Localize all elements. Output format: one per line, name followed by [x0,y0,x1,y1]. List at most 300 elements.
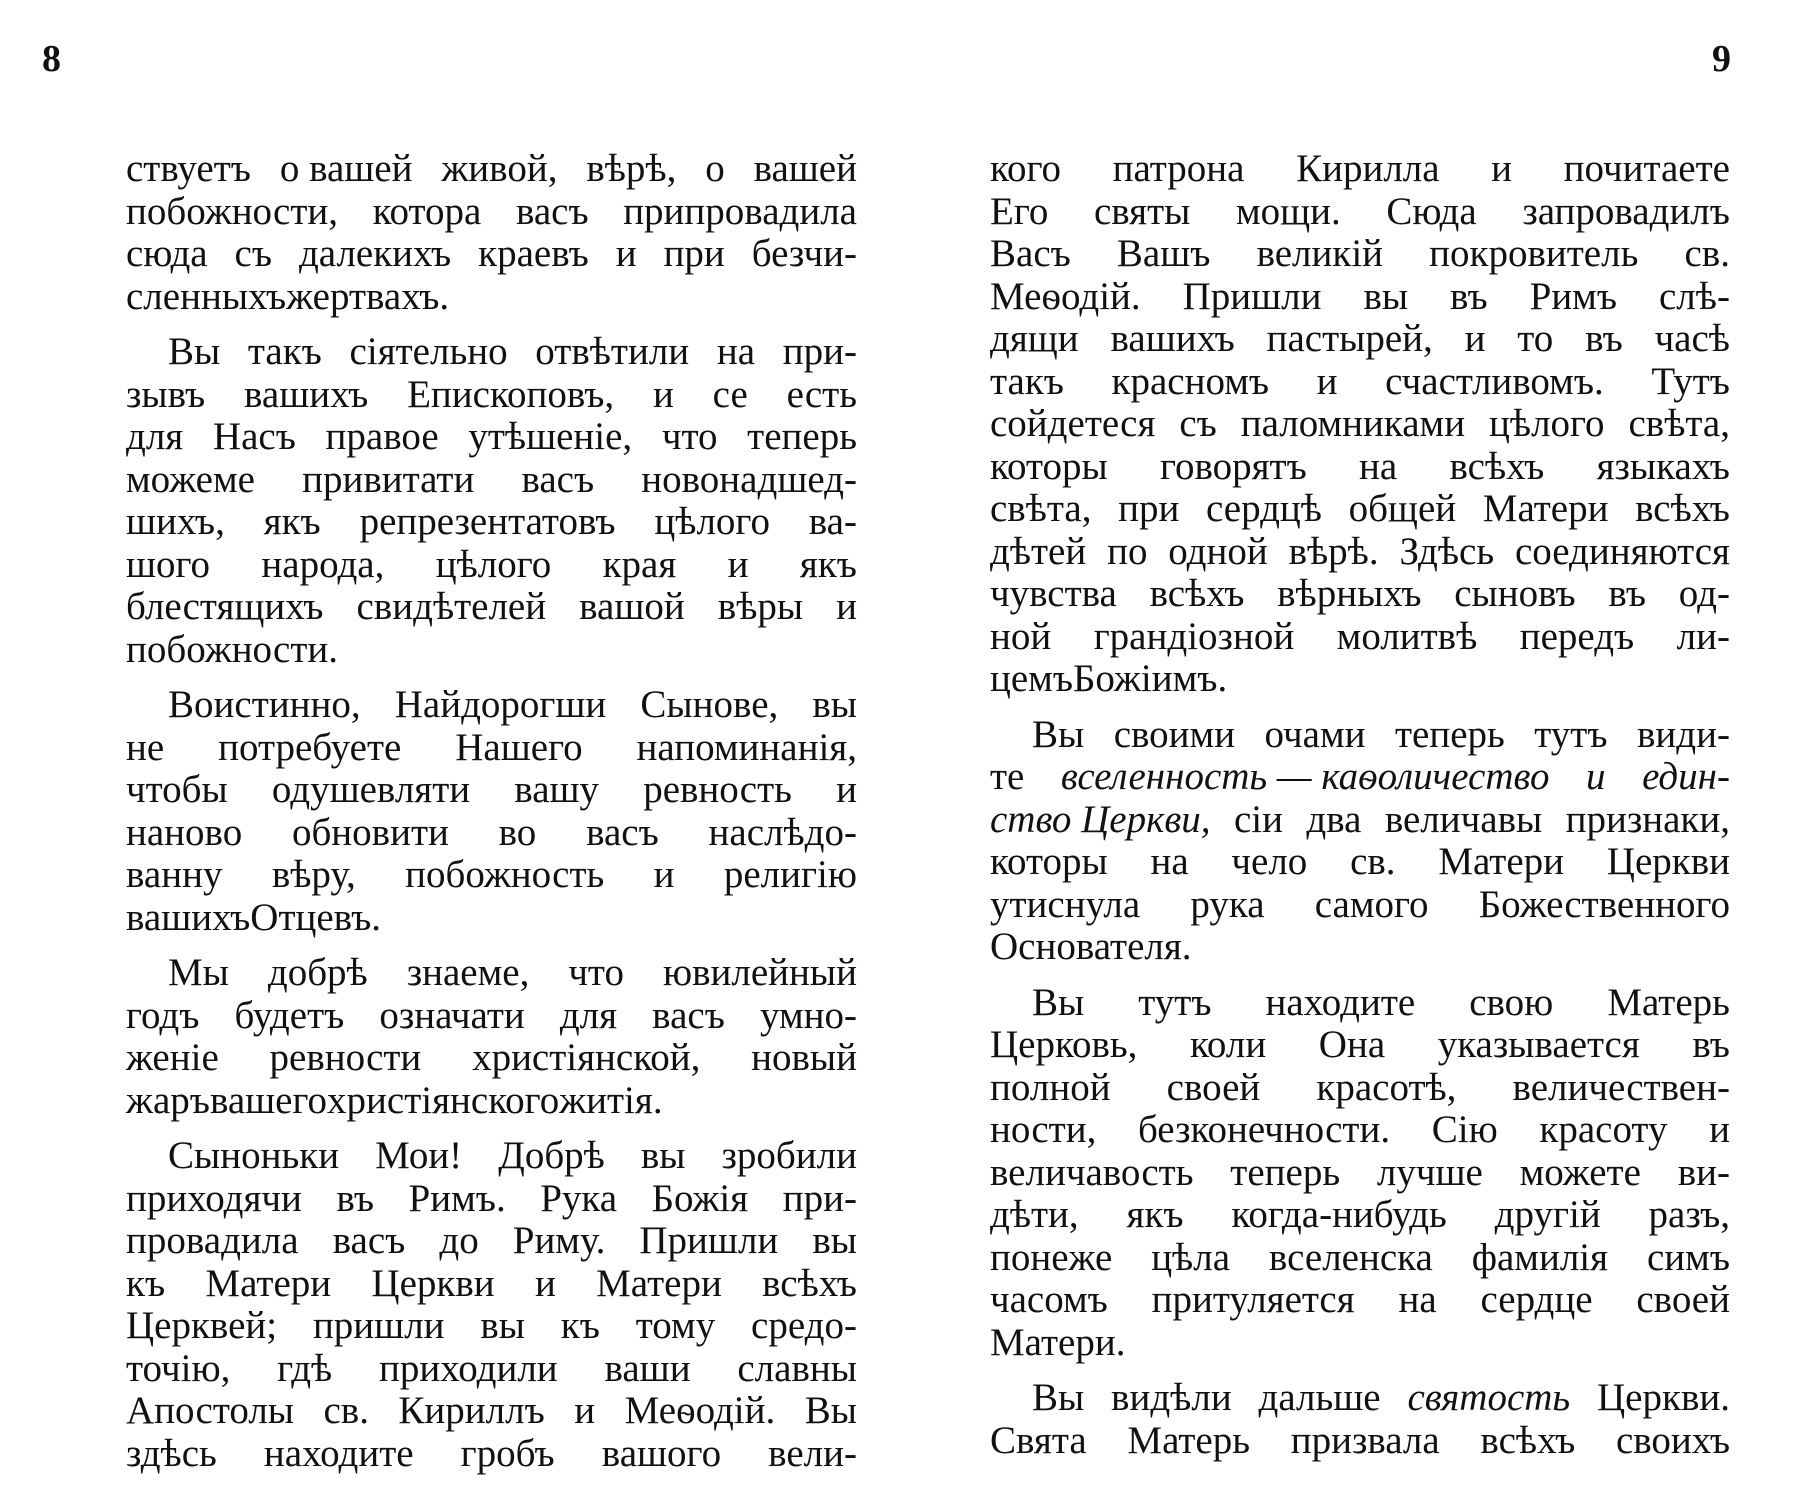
text-column-right [990,148,1730,1462]
right-column-line [990,756,1730,799]
word: на [1359,444,1398,488]
word: вѣры [717,585,804,628]
word: до [439,1219,479,1262]
right-column-line [990,658,1730,701]
word: которы [990,840,1108,883]
word: одушевляти [271,768,471,811]
word: покровитель [1429,232,1639,275]
word: своей [1166,1065,1261,1109]
page-number-right: 9 [1712,38,1731,80]
word: теперь [1394,712,1505,756]
word: васъ [521,457,595,501]
word: свою [1469,980,1554,1024]
word: Здѣсь [1399,529,1495,573]
word: здѣсь [126,1431,217,1475]
word: приходили [379,1346,558,1390]
right-column-line [990,799,1730,842]
right-column-line [990,233,1730,276]
word: соединяются [1514,529,1730,573]
word: вы [640,1134,686,1177]
word: Кириллъ [398,1389,545,1432]
right-column-line [990,1067,1730,1110]
word: вы [812,1219,857,1262]
left-column-line [126,233,857,276]
word: Вашъ [1116,232,1211,275]
word: наслѣдо- [708,810,857,854]
word: Матери [1482,487,1609,530]
word: вселенность — каѳоличество [1060,755,1550,798]
right-column-line [990,446,1730,489]
word: Пришли [639,1219,779,1262]
left-column-line [126,1220,857,1263]
word: сойдетеся [990,402,1156,445]
word: при- [782,330,857,373]
word: и [836,768,857,811]
right-column-line [990,926,1730,969]
left-column-line [126,501,857,544]
word: и [727,542,749,586]
right-column-line [990,841,1730,884]
word: съ [1179,402,1217,445]
word: къ [560,1304,600,1347]
left-column-line [126,1080,857,1123]
word: безчи- [751,232,857,275]
left-column-line [126,459,857,502]
word: привитати [302,457,475,501]
word: народа, [261,542,385,586]
word: вашихъ [244,372,369,416]
word: такъ [247,330,322,373]
right-column-line [990,982,1730,1025]
left-column-line [126,769,857,812]
right-column-line [990,148,1730,191]
word: Добрѣ [498,1134,605,1177]
word: св. [1684,232,1730,275]
word: Мы [168,951,229,994]
right-column-line [990,1152,1730,1195]
word: приходячи [126,1176,302,1220]
word: Церковь, [990,1023,1138,1066]
word: два [1306,797,1362,841]
word: Кирилла [1296,147,1440,190]
word: якъ [799,542,857,586]
word: часомъ [990,1278,1108,1321]
word: жертвахъ. [286,274,450,318]
word: разъ, [1648,1193,1730,1236]
word: Сыноньки [168,1134,340,1177]
left-column-line [126,1390,857,1433]
left-column-line [126,995,857,1038]
right-column-line [990,531,1730,574]
word: Нашего [455,725,583,769]
right-column-line [990,488,1730,531]
word: шихъ, [126,500,225,543]
right-column-line [990,403,1730,446]
word: Вы [1032,1376,1085,1419]
left-column-line [126,276,857,319]
word: тутъ [1534,712,1608,756]
word: вашой [579,585,685,628]
word: Церквей; [126,1304,278,1347]
word: утиснула [990,882,1141,926]
word: Найдорогши [394,683,607,726]
word: языкахъ [1596,444,1730,488]
word: цѣлого [435,542,552,586]
word: краевъ [478,232,589,275]
word: свѣта, [1628,402,1730,445]
word: и [653,853,675,896]
word: побожность [405,853,605,896]
word: од- [1678,572,1730,615]
word: вѣрѣ. [1288,529,1379,573]
word: Пришли [1182,274,1322,318]
word: един- [1642,755,1730,798]
word: кого [990,147,1061,190]
word: Свята [990,1418,1087,1462]
word: васъ [332,1219,406,1262]
left-column-line [126,1305,857,1348]
word: великій [1256,232,1384,275]
right-column-line [990,1279,1730,1322]
word: религію [723,853,857,896]
word: о [705,147,725,190]
word: при- [782,1176,857,1220]
word: годъ [126,993,200,1037]
word: паломниками [1240,402,1466,445]
word: края [602,542,677,586]
word: блестящихъ [126,585,324,628]
word: чувства [990,572,1117,615]
word: христіянской, [472,1036,701,1079]
word: репрезентатовъ [359,500,616,543]
word: Сію [1431,1108,1498,1151]
right-column-line [990,1322,1730,1365]
word: женіе [126,1036,219,1079]
left-column-line [126,1135,857,1178]
word: ювилейный [662,951,857,994]
word: Рука [540,1176,618,1220]
word: вы [480,1304,525,1347]
word: добрѣ [267,951,368,994]
left-column-line [126,1263,857,1306]
right-column-line [990,573,1730,616]
word: слѣ- [1659,274,1730,318]
word: Сюда [1386,189,1477,233]
word: говорятъ [1159,444,1307,488]
word: коли [1189,1023,1267,1066]
word: тому [635,1304,716,1347]
left-column-line [126,952,857,995]
word: Вы [168,330,221,373]
word: почитаете [1563,147,1730,190]
left-column-line [126,812,857,855]
word: побожности, [126,189,339,233]
word: Вы [1032,712,1085,756]
word: на [1398,1278,1437,1321]
word: Апостолы [126,1389,294,1432]
word: что [661,415,718,458]
word: цѣла [1151,1235,1231,1279]
word: ви- [1677,1150,1730,1194]
word: ности, [990,1108,1097,1151]
word: очами [1264,712,1366,756]
word: якъ [263,500,321,543]
right-column-line [990,1194,1730,1237]
word: ванну [126,853,223,896]
word: васъ [586,810,659,854]
left-column-line [126,1178,857,1221]
word: къ [126,1261,166,1305]
word: Божественного [1478,882,1730,926]
word: всѣхъ [762,1261,857,1305]
word: патрона [1112,147,1245,190]
word: Божіимъ. [1073,657,1228,700]
word: вы [1363,274,1409,318]
word: сіятельно [349,330,508,373]
word: находите [263,1431,414,1475]
word: сердце [1480,1278,1593,1321]
word: чело [1231,840,1308,883]
word: Римъ. [408,1176,506,1220]
word: для [559,993,618,1037]
right-column-line [990,276,1730,319]
word: всѣхъ [1149,572,1245,615]
right-column-line [990,1109,1730,1152]
word: ствуетъ [126,147,251,190]
word: гробъ [460,1431,555,1475]
word: вашого [601,1431,722,1475]
word: ваши [604,1346,691,1390]
word: такъ [990,359,1064,403]
word: васъ [515,189,589,233]
word: всѣхъ [1635,487,1730,530]
word: и [652,372,674,416]
right-column-line [990,361,1730,404]
word: вели- [768,1431,857,1475]
word: тутъ [1138,980,1212,1024]
word: дѣтей [990,529,1087,573]
word: св. [1350,840,1396,883]
word: притуляется [1151,1278,1355,1321]
word: лучше [1376,1150,1483,1194]
word: далекихъ [298,232,452,275]
word: когда-нибудь [1231,1193,1447,1236]
word: всѣхъ [1480,1418,1576,1462]
word: Тутъ [1651,359,1730,403]
word: гдѣ [277,1346,333,1390]
word: Матери. [990,1320,1126,1364]
right-column-line [990,616,1730,659]
word: Меѳодій. [624,1389,776,1432]
word: Вы [1032,980,1085,1024]
word: побожности. [126,627,339,671]
left-column-line [126,374,857,417]
word: симъ [1646,1235,1730,1279]
word: чтобы [126,768,228,811]
word: величавы [1384,797,1543,841]
word: самого [1314,882,1429,926]
word: Матерь [1607,980,1730,1024]
left-column-line [126,1433,857,1476]
word: полной [990,1065,1111,1109]
word: Риму. [512,1219,606,1262]
word: одной [1168,529,1268,573]
word: призвала [1290,1418,1440,1462]
word: Вы [804,1389,857,1432]
word: означати [379,993,525,1037]
word: новый [751,1036,857,1079]
left-column-line [126,191,857,234]
word: по [1107,529,1148,573]
word: Матерь [1127,1418,1251,1462]
right-column-line [990,318,1730,361]
word: указывается [1437,1023,1640,1066]
word: всѣхъ [1449,444,1545,488]
word: вѣру, [271,853,356,896]
word: ревность [643,768,792,811]
word: обновити [291,810,449,854]
word: дящи [990,317,1079,360]
left-column-line [126,897,857,940]
word: передъ [1519,614,1635,658]
word: безконечности. [1137,1108,1391,1151]
right-column-line [990,1377,1730,1420]
word: жаръ [126,1078,210,1122]
word: ли- [1676,614,1730,658]
word: вашихъ [126,895,251,939]
word: сіи [1233,797,1283,841]
left-column-line [126,148,857,191]
word: цѣлого [1489,402,1605,445]
right-column-line [990,1420,1730,1463]
word: сюда [126,232,208,275]
word: находите [1265,980,1416,1024]
word: молитвѣ [1336,614,1478,658]
word: Сынове, [640,683,779,726]
word: которы [990,444,1108,488]
word: не [126,725,165,769]
left-column-line [126,1037,857,1080]
word: въ [1608,572,1647,615]
word: признаки, [1565,797,1730,841]
word: о вашей [279,147,413,190]
left-column-line [126,331,857,374]
word: вѣрѣ, [586,147,677,190]
word: и [836,585,857,628]
word: цемъ [990,657,1074,700]
word: что [568,951,624,994]
word: Епископовъ, [407,372,615,416]
word: въ [1450,274,1488,318]
word: часѣ [1654,317,1730,360]
word: ва- [808,500,857,543]
word: грандіозной [1093,614,1295,658]
word: житія. [559,1078,663,1122]
word: Основателя. [990,925,1192,968]
word: зробили [721,1134,857,1177]
left-column-line [126,727,857,770]
text-column-left [126,148,857,1475]
word: при [1118,487,1180,530]
right-column-line [990,1237,1730,1280]
word: Отцевъ. [250,895,382,939]
word: Церкви [371,1261,495,1305]
word: на [1150,840,1189,883]
word: другій [1494,1193,1601,1236]
word: Матери [205,1261,332,1305]
word: въ [336,1176,375,1220]
word: отвѣтили [535,330,690,373]
word: для [126,415,184,458]
word: ной [990,614,1052,658]
word: вашу [514,768,600,811]
word: будетъ [234,993,345,1037]
word: Церкви. [1597,1376,1730,1419]
word: знаеме, [406,951,530,994]
word: есть [786,372,857,416]
word: Она [1318,1023,1386,1066]
word: на [716,330,756,373]
word: зывъ [126,372,206,416]
word: утѣшеніе, [468,415,633,458]
left-column-line [126,544,857,587]
word: Меѳодій. [990,274,1141,318]
word: общей [1348,487,1457,530]
word: Римъ [1529,274,1618,318]
word: и [615,232,637,275]
word: святы [1093,189,1191,233]
word: Его [990,189,1049,233]
word: счастливомъ. [1385,359,1604,403]
word: своей [1636,1278,1730,1321]
left-column-line [126,854,857,897]
word: и [534,1261,556,1305]
word: те [990,755,1025,798]
word: при [663,232,725,275]
word: и [1709,1108,1730,1151]
left-column-line [126,629,857,672]
word: въ [1585,317,1623,360]
word: Насъ [212,415,296,458]
page-number-left: 8 [42,38,61,80]
word: свидѣтелей [356,585,547,628]
word: своими [1113,712,1236,756]
word: въ [1692,1023,1730,1066]
word: красномъ [1111,359,1270,403]
word: теперь [1230,1150,1341,1194]
word: Матери [596,1261,722,1305]
left-column-line [126,586,857,629]
word: Божія [651,1176,749,1220]
word: пришли [312,1304,445,1347]
word: красоту [1539,1108,1668,1151]
word: и [1491,147,1513,190]
word: красотѣ, [1316,1065,1457,1109]
word: сыновъ [1454,572,1576,615]
word: во [498,810,537,854]
word: Матери [1438,840,1565,883]
word: цѣлого [654,500,770,543]
word: напоминанія, [636,725,857,769]
word: дѣти, [990,1193,1079,1236]
word: сленныхъ [126,274,287,318]
word: своихъ [1615,1418,1730,1462]
right-column-line [990,884,1730,927]
right-column-line [990,191,1730,234]
word: средо- [751,1304,857,1347]
word: вселенска [1268,1235,1433,1279]
word: котора [372,189,482,233]
